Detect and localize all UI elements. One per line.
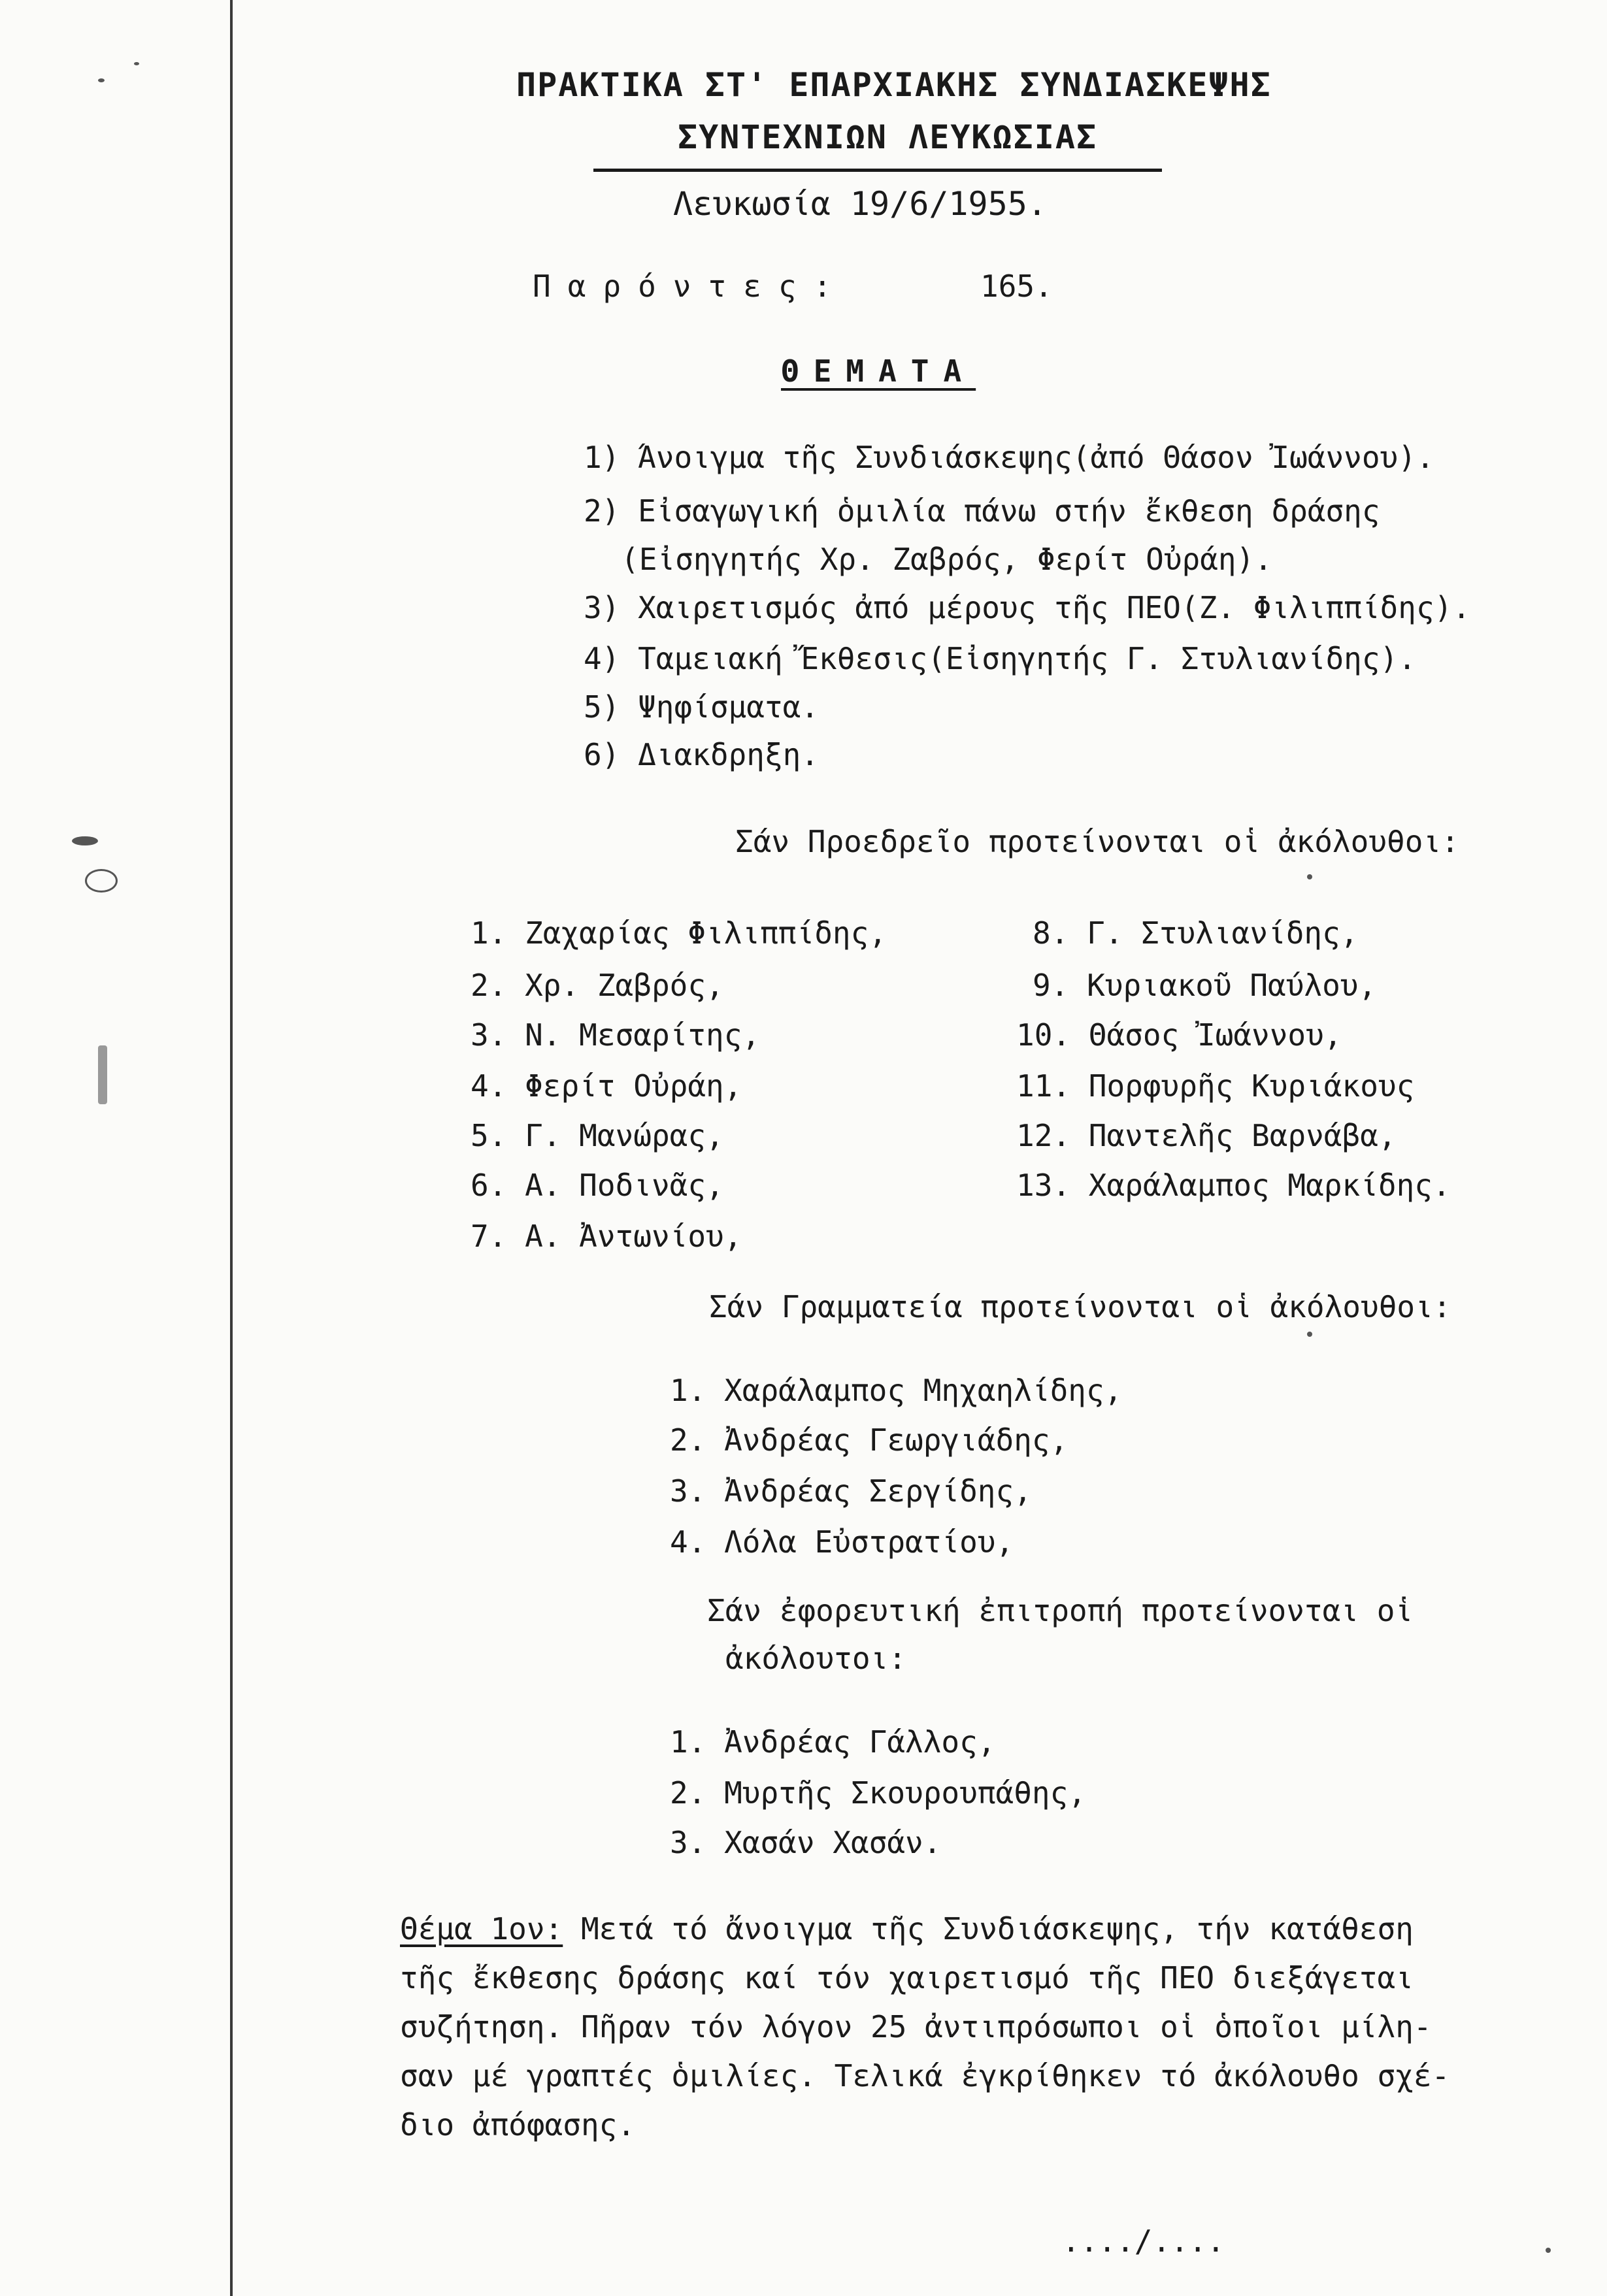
theme-1-text: σαν μέ γραπτές ὁμιλίες. Τελικά ἐγκρίθηκεν τό ἀκόλουθο σχέ- <box>400 2058 1450 2093</box>
header-line-2: ΣΥΝΤΕΧΝΙΩΝ ΛΕΥΚΩΣΙΑΣ <box>678 118 1098 156</box>
secretariat-member: 4. Λόλα Εὐστρατίου, <box>670 1524 1014 1560</box>
presidium-member: 11. Πορφυρῆς Κυριάκους <box>1016 1068 1415 1104</box>
presidium-member: 10. Θάσος Ἰωάννου, <box>1016 1017 1342 1053</box>
presidium-member: 2. Χρ. Ζαβρός, <box>471 968 724 1003</box>
left-margin-line <box>230 0 233 2296</box>
header-rule <box>593 169 1162 172</box>
theme-1-text: τῆς ἔκθεσης δράσης καί τόν χαιρετισμό τῆς ΠΕΟ διεξάγεται <box>400 1960 1414 1995</box>
scan-speck <box>1307 1332 1312 1337</box>
audit-member: 3. Χασάν Χασάν. <box>670 1825 942 1860</box>
presidium-member: 12. Παντελῆς Βαρνάβα, <box>1016 1118 1397 1153</box>
continuation-mark: ..../.... <box>1062 2223 1225 2259</box>
secretariat-member: 3. Ἀνδρέας Σεργίδης, <box>670 1473 1032 1509</box>
presidium-member: 3. Ν. Μεσαρίτης, <box>471 1017 761 1053</box>
presidium-intro: Σάν Προεδρεῖο προτείνονται οἱ ἀκόλουθοι: <box>735 824 1459 859</box>
header-line-1: ΠΡΑΚΤΙΚΑ ΣΤ' ΕΠΑΡΧΙΑΚΗΣ ΣΥΝΔΙΑΣΚΕΨΗΣ <box>516 66 1272 104</box>
topics-title: ΘΕΜΑΤΑ <box>781 353 976 389</box>
secretariat-member: 2. Ἀνδρέας Γεωργιάδης, <box>670 1422 1069 1458</box>
presidium-member: 5. Γ. Μανώρας, <box>471 1118 724 1153</box>
present-count: 165. <box>980 269 1053 304</box>
audit-intro-line-1: Σάν ἐφορευτική ἐπιτροπή προτείνονται οἱ <box>707 1593 1414 1628</box>
scan-speck <box>1546 2248 1551 2253</box>
topic-item: 2) Εἰσαγωγική ὁμιλία πάνω στήν ἔκθεση δράσης <box>584 493 1380 529</box>
theme-1-text: διο ἀπόφασης. <box>400 2107 636 2142</box>
scan-speck <box>1307 874 1312 879</box>
audit-intro-line-2: ἀκόλουτοι: <box>725 1641 906 1676</box>
theme-1-paragraph <box>400 1905 1557 2150</box>
topic-item: (Εἰσηγητής Χρ. Ζαβρός, Φερίτ Οὐράη). <box>621 542 1272 577</box>
theme-1-text: συζήτηση. Πῆραν τόν λόγον 25 ἀντιπρόσωποι οἱ ὁποῖοι μίλη- <box>400 2009 1432 2044</box>
presidium-member: 13. Χαράλαμπος Μαρκίδης. <box>1016 1168 1451 1203</box>
theme-1-text: Μετά τό ἄνοιγμα τῆς Συνδιάσκεψης, τήν κατάθεση <box>580 1911 1414 1946</box>
presidium-member: 1. Ζαχαρίας Φιλιππίδης, <box>471 915 887 951</box>
scan-speck <box>98 1045 107 1104</box>
presidium-member: 4. Φερίτ Οὐράη, <box>471 1068 742 1104</box>
scan-speck <box>134 62 139 65</box>
secretariat-member: 1. Χαράλαμπος Μηχαηλίδης, <box>670 1373 1123 1408</box>
audit-member: 1. Ἀνδρέας Γάλλος, <box>670 1724 996 1760</box>
scan-speck <box>98 78 105 82</box>
topic-item: 6) Διακδρηξη. <box>584 737 820 772</box>
scan-speck <box>72 836 98 845</box>
audit-member: 2. Μυρτῆς Σκουρουπάθης, <box>670 1775 1086 1811</box>
secretariat-intro: Σάν Γραμματεία προτείνονται οἱ ἀκόλουθοι: <box>709 1289 1451 1324</box>
topic-item: 5) Ψηφίσματα. <box>584 689 820 725</box>
presidium-member: 6. Α. Ποδινᾶς, <box>471 1168 724 1203</box>
presidium-member: 7. Α. Ἀντωνίου, <box>471 1219 742 1254</box>
present-label: Παρόντες: <box>533 269 849 304</box>
topic-item: 1) Άνοιγμα τῆς Συνδιάσκεψης(ἀπό Θάσον Ἰωάννου). <box>584 440 1434 475</box>
topic-item: 3) Χαιρετισμός ἀπό μέρους τῆς ΠΕΟ(Ζ. Φιλιππίδης). <box>584 590 1471 625</box>
theme-1-label: Θέμα 1ον: <box>400 1911 563 1946</box>
presidium-member: 8. Γ. Στυλιανίδης, <box>1033 915 1359 951</box>
topic-item: 4) Ταμειακή Ἔκθεσις(Εἰσηγητής Γ. Στυλιανίδης). <box>584 641 1416 676</box>
place-date: Λευκωσία 19/6/1955. <box>673 185 1047 223</box>
presidium-member: 9. Κυριακοῦ Παύλου, <box>1033 968 1377 1003</box>
scan-speck <box>85 869 118 893</box>
